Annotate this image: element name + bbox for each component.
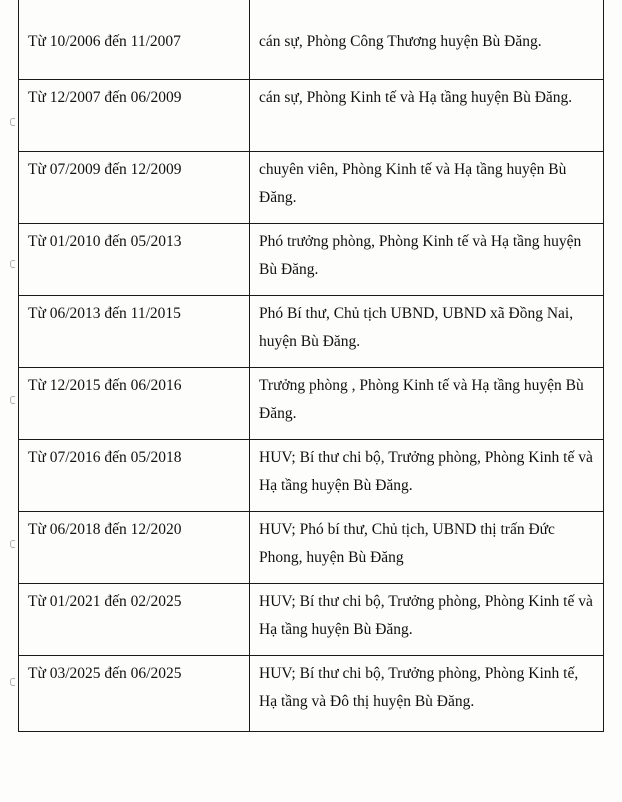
period-cell: Từ 07/2009 đến 12/2009 bbox=[19, 151, 250, 223]
binding-mark bbox=[10, 260, 15, 268]
table-row bbox=[19, 0, 604, 79]
period-cell: Từ 06/2018 đến 12/2020 bbox=[19, 511, 250, 583]
binding-mark bbox=[10, 540, 15, 548]
table-row bbox=[19, 439, 604, 511]
position-cell: cán sự, Phòng Kinh tế và Hạ tầng huyện Bù Đăng. bbox=[250, 79, 604, 151]
period-cell: Từ 12/2015 đến 06/2016 bbox=[19, 367, 250, 439]
binding-mark bbox=[10, 678, 15, 686]
position-cell: cán sự, Phòng Công Thương huyện Bù Đăng. bbox=[250, 0, 604, 79]
table-row bbox=[19, 367, 604, 439]
period-cell: Từ 03/2025 đến 06/2025 bbox=[19, 655, 250, 731]
position-cell: Trưởng phòng , Phòng Kinh tế và Hạ tầng huyện Bù Đăng. bbox=[250, 367, 604, 439]
table-row bbox=[19, 583, 604, 655]
position-cell: Phó trưởng phòng, Phòng Kinh tế và Hạ tầng huyện Bù Đăng. bbox=[250, 223, 604, 295]
table-row bbox=[19, 151, 604, 223]
period-cell: Từ 12/2007 đến 06/2009 bbox=[19, 79, 250, 151]
position-cell: HUV; Bí thư chi bộ, Trưởng phòng, Phòng Kinh tế và Hạ tầng huyện Bù Đăng. bbox=[250, 439, 604, 511]
position-cell: Phó Bí thư, Chủ tịch UBND, UBND xã Đồng Nai, huyện Bù Đăng. bbox=[250, 295, 604, 367]
position-cell: HUV; Bí thư chi bộ, Trưởng phòng, Phòng Kinh tế, Hạ tầng và Đô thị huyện Bù Đăng. bbox=[250, 655, 604, 731]
table-row bbox=[19, 511, 604, 583]
period-cell: Từ 07/2016 đến 05/2018 bbox=[19, 439, 250, 511]
period-cell: Từ 01/2010 đến 05/2013 bbox=[19, 223, 250, 295]
period-cell: Từ 06/2013 đến 11/2015 bbox=[19, 295, 250, 367]
position-cell: HUV; Bí thư chi bộ, Trưởng phòng, Phòng Kinh tế và Hạ tầng huyện Bù Đăng. bbox=[250, 583, 604, 655]
period-cell: Từ 10/2006 đến 11/2007 bbox=[19, 0, 250, 79]
binding-mark bbox=[10, 396, 15, 404]
table-row bbox=[19, 223, 604, 295]
career-history-table bbox=[18, 0, 604, 732]
period-cell: Từ 01/2021 đến 02/2025 bbox=[19, 583, 250, 655]
position-cell: HUV; Phó bí thư, Chủ tịch, UBND thị trấn Đức Phong, huyện Bù Đăng bbox=[250, 511, 604, 583]
table-row bbox=[19, 295, 604, 367]
binding-mark bbox=[10, 118, 15, 126]
table-row bbox=[19, 79, 604, 151]
position-cell: chuyên viên, Phòng Kinh tế và Hạ tầng huyện Bù Đăng. bbox=[250, 151, 604, 223]
table-row bbox=[19, 655, 604, 731]
